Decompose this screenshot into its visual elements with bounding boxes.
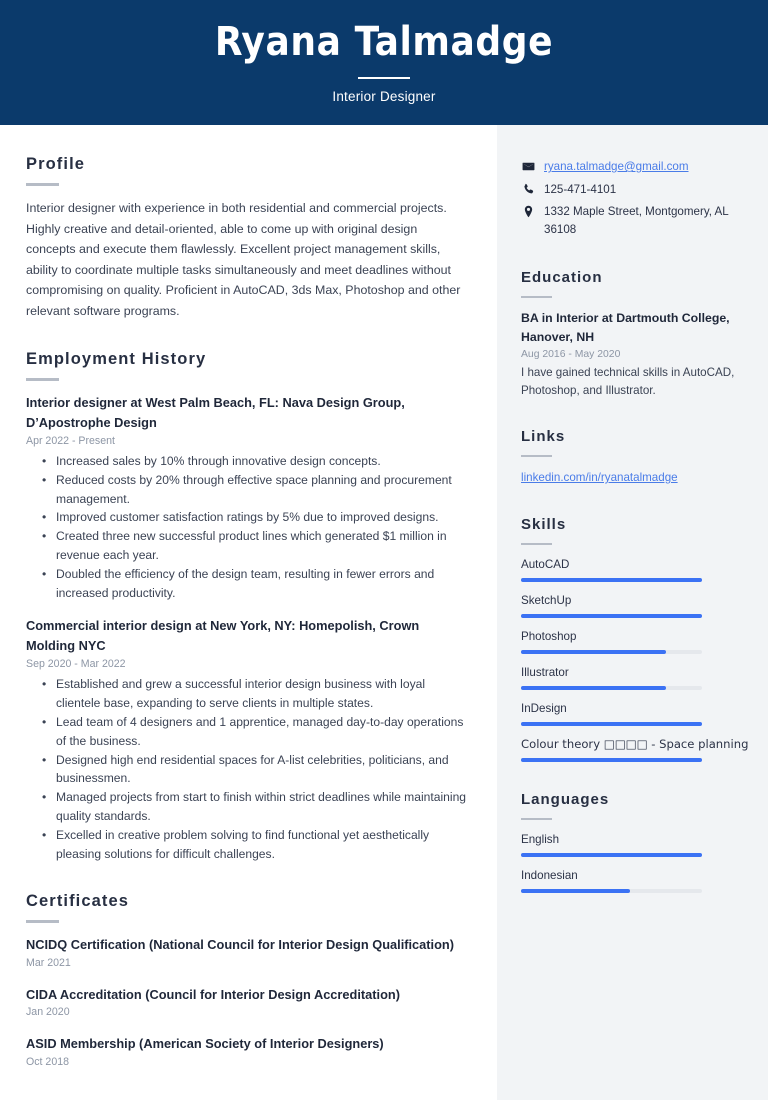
skill-bar-track: [521, 614, 702, 618]
language-label: Indonesian: [521, 869, 578, 882]
skills-section: [521, 514, 749, 762]
skill-item: [521, 628, 744, 654]
education-heading: Education: [521, 269, 603, 286]
contact-row-email: [521, 158, 744, 176]
certificate-date: Oct 2018: [26, 1055, 69, 1068]
profile-text: Interior designer with experience in both residential and commercial projects. Highly creative and detail-oriented, able to come up with original design concepts and execute them flawlessly. Excellent project management skills, ability to coordinate multiple tasks simultaneously and meet deadlines without compromising on quality. Proficient in AutoCAD, 3ds Max, Photoshop and other relevant software programs.: [26, 201, 461, 318]
skill-label: Illustrator: [521, 666, 569, 679]
skill-bar-fill: [521, 614, 702, 618]
bullet-item: • Reduced costs by 20% through effective space planning and procurement management.: [56, 471, 470, 509]
email-link[interactable]: ryana.talmadge@gmail.com: [544, 160, 689, 173]
envelope-icon: [521, 158, 536, 173]
bullet-item: • Lead team of 4 designers and 1 apprentice, managed day-to-day operations of the business.: [56, 713, 470, 751]
skill-bar-fill: [521, 650, 666, 654]
employment-date: Sep 2020 - Mar 2022: [26, 658, 126, 671]
resume-header: [0, 0, 768, 125]
education-section: [521, 267, 744, 399]
skill-bar-track: [521, 758, 702, 762]
certificate-item: [26, 985, 470, 1021]
linkedin-link[interactable]: linkedin.com/in/ryanatalmadge: [521, 471, 678, 484]
certificate-item: [26, 1034, 470, 1070]
section-divider: [521, 455, 552, 457]
employment-heading: Employment History: [26, 350, 207, 368]
certificates-section: [26, 890, 470, 1070]
certificates-heading: Certificates: [26, 892, 130, 911]
bullet-item: • Designed high end residential spaces for A-list celebrities, politicians, and businessmen.: [56, 751, 470, 789]
contact-list: [521, 158, 744, 238]
links-section: [521, 426, 744, 487]
skill-item: [521, 592, 744, 618]
languages-heading: Languages: [521, 791, 610, 808]
skill-item: [521, 664, 744, 690]
bullet-item: • Created three new successful product lines which generated $1 million in revenue each year.: [56, 527, 470, 565]
skill-bar-fill: [521, 686, 666, 690]
main-column: [0, 125, 497, 1100]
skill-item: [521, 556, 744, 582]
language-item: [521, 867, 744, 893]
certificate-date: Mar 2021: [26, 956, 71, 969]
certificate-date: Jan 2020: [26, 1006, 70, 1019]
employment-bullets: [26, 675, 470, 863]
employment-date: Apr 2022 - Present: [26, 435, 115, 447]
skills-heading: Skills: [521, 516, 567, 533]
map-pin-icon: [521, 203, 536, 218]
section-divider: [26, 378, 59, 381]
language-item: [521, 831, 744, 857]
skill-bar-fill: [521, 578, 702, 582]
resume-body: [0, 125, 768, 1100]
section-divider: [521, 296, 552, 298]
certificate-title: CIDA Accreditation (Council for Interior Design Accreditation): [26, 986, 400, 1002]
skill-item: [521, 700, 744, 726]
bullet-item: • Managed projects from start to finish within strict deadlines while maintaining quality standards.: [56, 788, 470, 826]
education-degree: BA in Interior at Dartmouth College, Hanover, NH: [521, 311, 730, 344]
language-bar-track: [521, 889, 702, 893]
certificate-title: ASID Membership (American Society of Interior Designers): [26, 1036, 384, 1052]
bullet-item: • Increased sales by 10% through innovative design concepts.: [56, 452, 470, 471]
employment-section: [26, 348, 470, 863]
address-text: 1332 Maple Street, Montgomery, AL 36108: [544, 205, 729, 236]
profile-heading: Profile: [26, 155, 86, 173]
certificate-item: [26, 935, 470, 971]
language-bar-fill: [521, 853, 702, 857]
skill-bar-fill: [521, 758, 702, 762]
skill-bar-fill: [521, 722, 702, 726]
employment-title: Commercial interior design at New York, NY: Homepolish, Crown Molding NYC: [26, 618, 420, 653]
skill-bar-track: [521, 578, 702, 582]
employment-entry: [26, 393, 470, 602]
language-label: English: [521, 833, 560, 846]
contact-row-address: [521, 203, 744, 238]
section-divider: [26, 920, 59, 923]
skill-bar-track: [521, 650, 702, 654]
skill-bar-track: [521, 686, 702, 690]
links-heading: Links: [521, 428, 566, 445]
education-date: Aug 2016 - May 2020: [521, 349, 621, 360]
skill-label: InDesign: [521, 702, 567, 715]
profile-section: [26, 153, 470, 321]
skill-label: AutoCAD: [521, 558, 570, 571]
section-divider: [521, 543, 552, 545]
skill-item: [521, 736, 749, 762]
section-divider: [26, 183, 59, 186]
skill-label: SketchUp: [521, 594, 572, 607]
section-divider: [521, 818, 552, 820]
phone-number: 125-471-4101: [544, 182, 617, 196]
sidebar-column: [497, 125, 768, 1100]
phone-icon: [521, 181, 536, 196]
language-bar-fill: [521, 889, 630, 893]
certificate-title: NCIDQ Certification (National Council for Interior Design Qualification): [26, 937, 455, 953]
languages-section: [521, 789, 744, 893]
bullet-item: • Doubled the efficiency of the design team, resulting in fewer errors and increased productivity.: [56, 565, 470, 603]
skill-label: Photoshop: [521, 630, 577, 643]
employment-entry: [26, 616, 470, 863]
employment-bullets: [26, 452, 470, 602]
bullet-item: • Established and grew a successful interior design business with loyal clientele base, expanding to serve clients in multiple states.: [56, 675, 470, 713]
candidate-name: Ryana Talmadge: [214, 19, 554, 65]
education-description: I have gained technical skills in AutoCAD, Photoshop, and Illustrator.: [521, 366, 735, 397]
contact-row-phone: [521, 181, 744, 199]
candidate-job-title: Interior Designer: [332, 89, 436, 104]
bullet-item: • Improved customer satisfaction ratings by 5% due to improved designs.: [56, 508, 470, 527]
bullet-item: • Excelled in creative problem solving to find functional yet aesthetically pleasing solutions for difficult challenges.: [56, 826, 470, 864]
language-bar-track: [521, 853, 702, 857]
skill-label: Colour theory □□□□ - Space planning: [521, 737, 749, 751]
header-divider: [358, 77, 410, 79]
skill-bar-track: [521, 722, 702, 726]
employment-title: Interior designer at West Palm Beach, FL: Nava Design Group, D’Apostrophe Design: [26, 395, 405, 430]
